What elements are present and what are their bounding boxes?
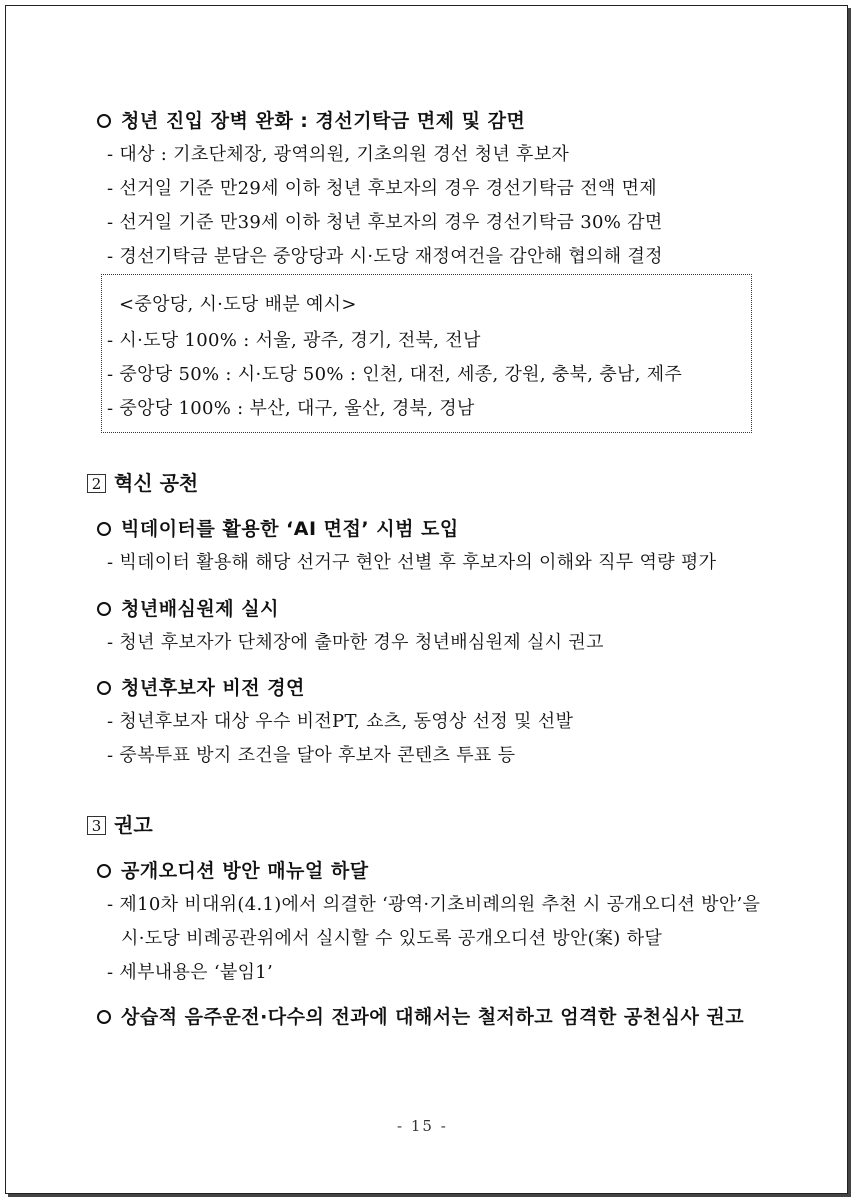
heading-strict-screening: 상습적 음주운전·다수의 전과에 대해서는 철저하고 엄격한 공천심사 권고 [97,1002,744,1029]
circle-bullet-icon [97,864,111,878]
heading-youth-entry: 청년 진입 장벽 완화 : 경선기탁금 면제 및 감면 [97,106,525,133]
bullet-line: - 청년후보자 대상 우수 비전PT, 쇼츠, 동영상 선정 및 선발 [107,711,574,732]
section-number: 3 [87,816,106,835]
box-line: - 중앙당 100% : 부산, 대구, 울산, 경북, 경남 [107,398,475,419]
bullet-line: - 선거일 기준 만29세 이하 청년 후보자의 경우 경선기탁금 전액 면제 [107,178,657,199]
bullet-line: - 빅데이터 활용해 해당 선거구 현안 선별 후 후보자의 이해와 직무 역량 평가 [107,552,717,573]
heading-vision-contest: 청년후보자 비전 경연 [97,673,305,700]
bullet-line-continued: 시·도당 비례공관위에서 실시할 수 있도록 공개오디션 방안(案) 하달 [121,928,663,949]
section-title-recommendation: 3 권고 [87,809,153,838]
bullet-line: - 선거일 기준 만39세 이하 청년 후보자의 경우 경선기탁금 30% 감면 [107,212,663,233]
circle-bullet-icon [97,114,111,128]
box-line: - 시·도당 100% : 서울, 광주, 경기, 전북, 전남 [107,330,481,351]
circle-bullet-icon [97,602,111,616]
bullet-line: - 경선기탁금 분담은 중앙당과 시·도당 재정여건을 감안해 협의해 결정 [107,246,663,267]
box-title: <중앙당, 시·도당 배분 예시> [119,294,357,315]
heading-ai-interview: 빅데이터를 활용한 ‘AI 면접’ 시범 도입 [97,514,459,541]
circle-bullet-icon [97,1010,111,1024]
bullet-line: - 중복투표 방지 조건을 달아 후보자 콘텐츠 투표 등 [107,745,516,766]
bullet-line: - 제10차 비대위(4.1)에서 의결한 ‘광역·기초비례의원 추천 시 공개오디션 방안’을 [107,894,761,915]
bullet-line: - 청년 후보자가 단체장에 출마한 경우 청년배심원제 실시 권고 [107,632,604,653]
heading-youth-jury: 청년배심원제 실시 [97,594,279,621]
circle-bullet-icon [97,522,111,536]
bullet-line: - 대상 : 기초단체장, 광역의원, 기초의원 경선 청년 후보자 [107,144,570,165]
bullet-line: - 세부내용은 ‘붙임1’ [107,962,274,983]
page-number: - 15 - [397,1117,448,1135]
box-line: - 중앙당 50% : 시·도당 50% : 인천, 대전, 세종, 강원, 충북, 충남, 제주 [107,364,683,385]
heading-open-audition: 공개오디션 방안 매뉴얼 하달 [97,856,369,883]
circle-bullet-icon [97,681,111,695]
section-number: 2 [87,474,106,493]
section-title-innovation: 2 혁신 공천 [87,467,198,496]
